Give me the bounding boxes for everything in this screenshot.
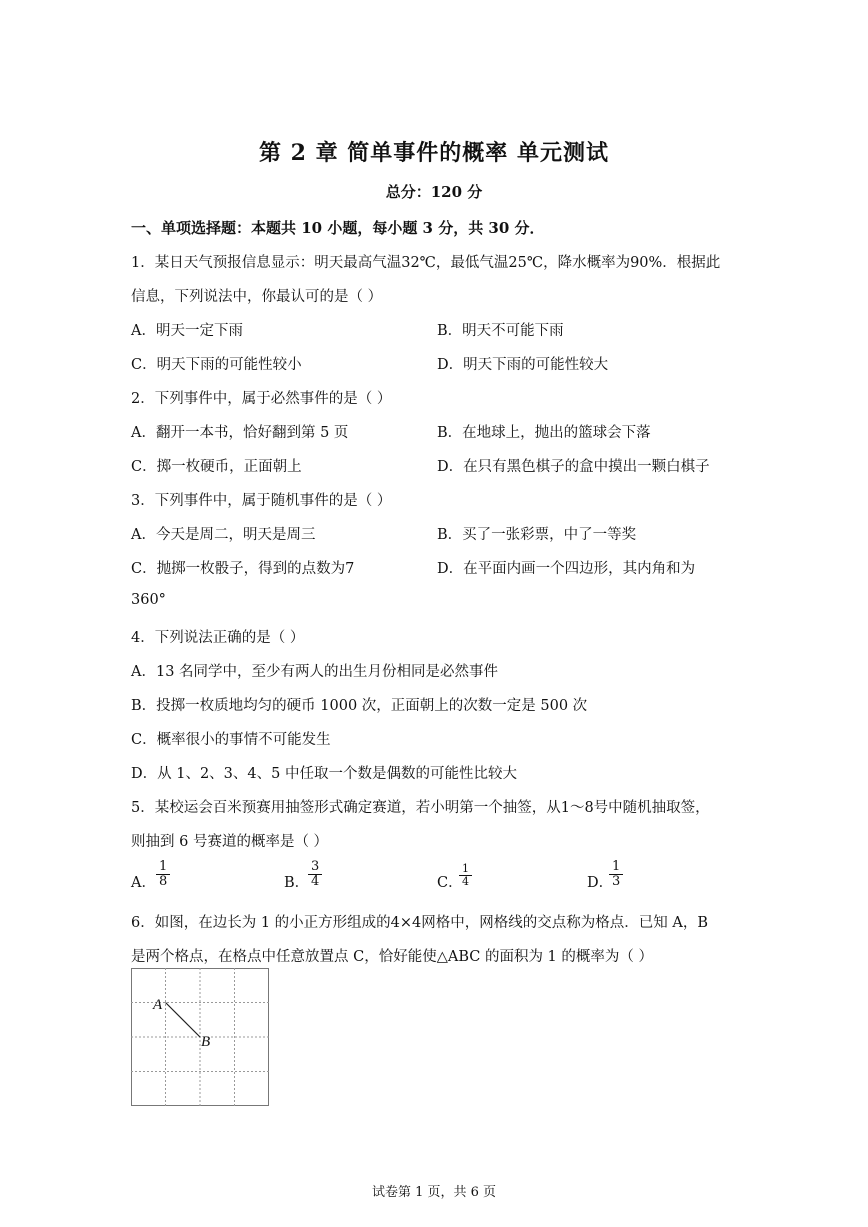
fraction-denominator: 4	[311, 874, 320, 889]
page-footer: 试卷第 1 页，共 6 页	[371, 1185, 497, 1200]
total-score: 总分：120 分	[385, 183, 483, 201]
page-title: 第 2 章 简单事件的概率 单元测试	[259, 140, 609, 166]
q1-option-b: B．明天不可能下雨	[437, 323, 564, 339]
q5-option-c-fraction	[459, 863, 472, 888]
q5-option-a-label: A．	[131, 875, 156, 891]
fraction-denominator: 8	[159, 874, 168, 889]
q4-option-d: D．从 1、2、3、4、5 中任取一个数是偶数的可能性比较大	[131, 766, 517, 782]
grid-svg	[131, 968, 269, 1106]
section-heading: 一、单项选择题：本题共 10 小题，每小题 3 分，共 30 分．	[131, 219, 545, 237]
q5-stem-line2: 则抽到 6 号赛道的概率是（ ）	[131, 834, 329, 850]
segment-ab	[166, 1003, 201, 1038]
q2-option-d: D．在只有黑色棋子的盒中摸出一颗白棋子	[437, 459, 710, 475]
q5-option-c-label: C．	[437, 875, 463, 891]
q2-option-b: B．在地球上，抛出的篮球会下落	[437, 425, 651, 441]
q5-option-a-fraction	[156, 860, 170, 889]
q1-option-d: D．明天下雨的可能性较大	[437, 357, 609, 373]
q6-stem-line2: 是两个格点，在格点中任意放置点 C，恰好能使△ABC 的面积为 1 的概率为（ ）	[131, 949, 654, 965]
q2-stem: 2．下列事件中，属于必然事件的是（ ）	[131, 391, 392, 407]
point-b-label: B	[201, 1034, 211, 1050]
q5-option-b-fraction	[308, 860, 322, 889]
q6-grid-figure	[131, 968, 269, 1106]
q1-option-a: A．明天一定下雨	[131, 323, 243, 339]
fraction-numerator: 1	[156, 860, 170, 875]
q3-option-a: A．今天是周二，明天是周三	[131, 527, 316, 543]
point-a-label: A	[153, 997, 163, 1013]
q3-option-c: C．抛掷一枚骰子，得到的点数为7	[131, 561, 355, 577]
q2-option-a: A．翻开一本书，恰好翻到第 5 页	[131, 425, 349, 441]
q4-stem: 4．下列说法正确的是（ ）	[131, 630, 305, 646]
q1-stem-line1: 1．某日天气预报信息显示：明天最高气温32℃，最低气温25℃，降水概率为90%．根据此	[131, 255, 721, 271]
q4-option-b: B．投掷一枚质地均匀的硬币 1000 次，正面朝上的次数一定是 500 次	[131, 698, 588, 714]
q2-option-c: C．掷一枚硬币，正面朝上	[131, 459, 302, 475]
fraction-numerator: 1	[459, 863, 472, 876]
q5-option-d-label: D．	[587, 875, 614, 891]
q3-stem: 3．下列事件中，属于随机事件的是（ ）	[131, 493, 392, 509]
fraction-denominator: 4	[462, 875, 469, 888]
q5-option-b-label: B．	[284, 875, 310, 891]
q4-option-a: A．13 名同学中，至少有两人的出生月份相同是必然事件	[131, 664, 499, 680]
fraction-numerator: 1	[609, 860, 623, 875]
fraction-numerator: 3	[308, 860, 322, 875]
q4-option-c: C．概率很小的事情不可能发生	[131, 732, 331, 748]
q3-option-d: D．在平面内画一个四边形，其内角和为	[437, 561, 696, 577]
q1-stem-line2: 信息，下列说法中，你最认可的是（ ）	[131, 289, 383, 305]
q1-option-c: C．明天下雨的可能性较小	[131, 357, 302, 373]
q3-option-d-continued: 360°	[131, 592, 166, 608]
q6-stem-line1: 6．如图，在边长为 1 的小正方形组成的4×4网格中，网格线的交点称为格点．已知 A，B	[131, 915, 709, 931]
q5-option-d-fraction	[609, 860, 623, 889]
q5-stem-line1: 5．某校运会百米预赛用抽签形式确定赛道，若小明第一个抽签，从1～8号中随机抽取签，	[131, 800, 710, 816]
q3-option-b: B．买了一张彩票，中了一等奖	[437, 527, 637, 543]
fraction-denominator: 3	[612, 874, 621, 889]
